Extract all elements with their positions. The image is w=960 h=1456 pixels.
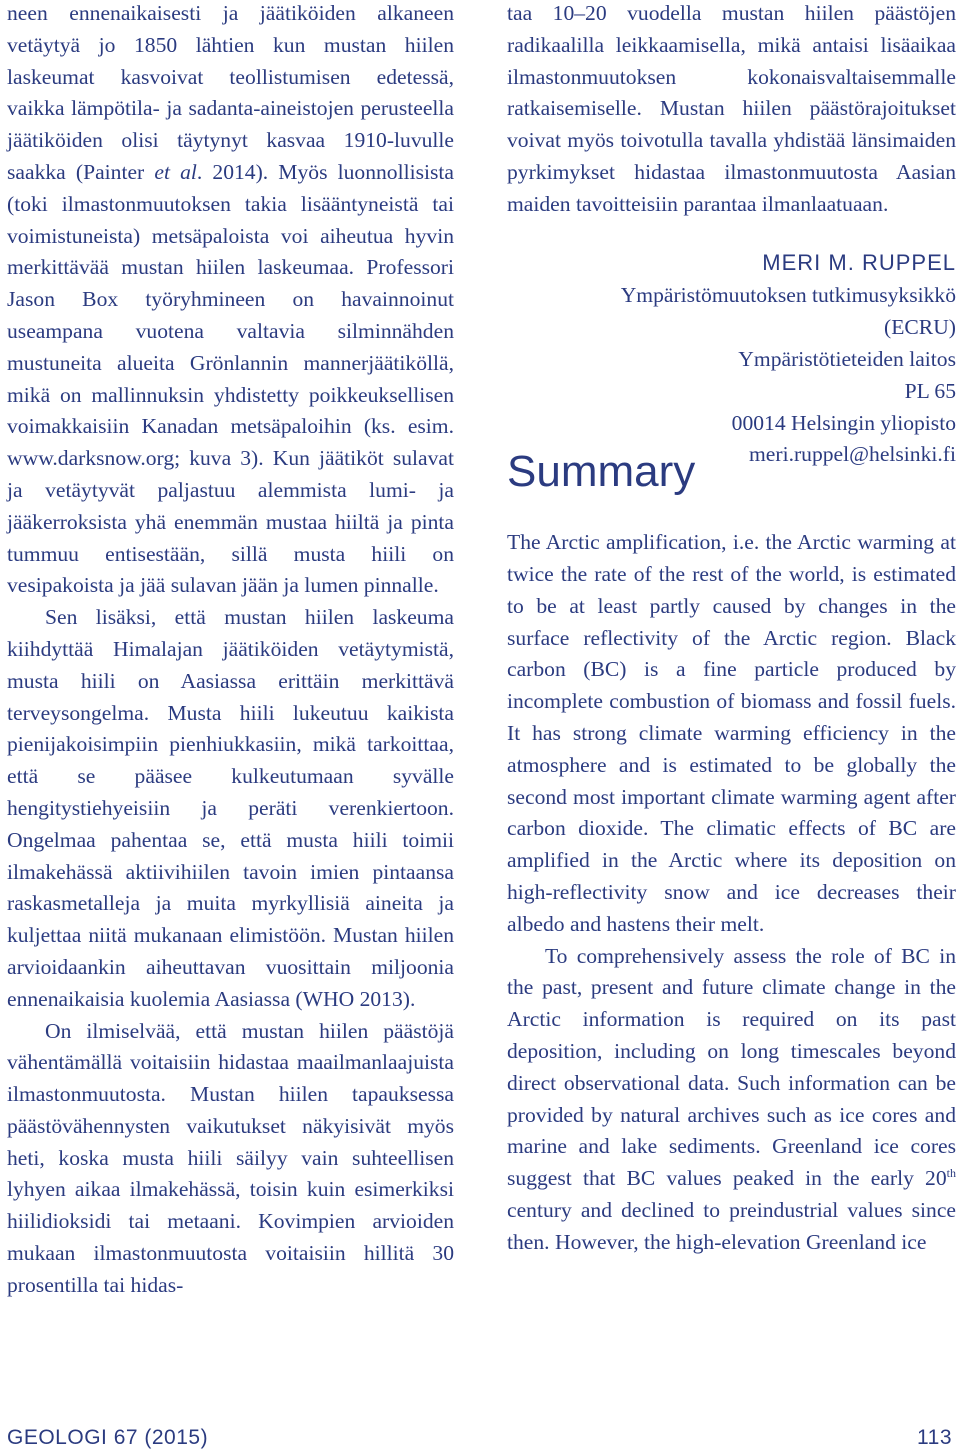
summary-paragraph: The Arctic amplification, i.e. the Arctic warming at twice the rate of the rest of the world, is estimated to be at least partly caused by changes in the surface reflectivity of the Arctic region. Black carbon (BC) is a fine particle produced by incomplete combustion of biomass and fossil fuels. It has strong climate warming efficiency in the atmosphere and is estimated to be globally the second most important climate warming agent after carbon dioxide. The climatic effects of BC are amplified in the Arctic where its deposition on high-reflectivity snow and ice decreases their albedo and hastens their melt. (507, 530, 956, 936)
paragraph: On ilmiselvää, että mustan hiilen päästöjä vähentämällä voitaisiin hidastaa maailmanlaajuista ilmastonmuutosta. Mustan hiilen tapauksessa päästövähennysten vaikutukset näkyisivät myös heti, koska musta hiili säilyy vain suhteellisen lyhyen aikaa ilmakehässä, toisin kuin esimerkiksi hiilidioksidi tai metaani. Kovimpien arvioiden mukaan ilmastonmuutosta voitaisiin hillitä 30 prosentilla tai hidas- (7, 1018, 454, 1297)
summary-paragraph (507, 941, 956, 1259)
author-name: MERI M. RUPPEL (762, 249, 956, 275)
author-address: 00014 Helsingin yliopisto (731, 410, 956, 435)
text-span: . 2014). Myös luonnollisista (toki ilmastonmuutoksen takia lisääntyneistä tai voimistuneista) metsäpaloista voi aiheutua hyvin merkittävää mustan hiilen laskeumaa. Professori Jason Box työryhmineen on havainnoinut useampana vuotena valtavia silminnähden mustuneita alueita Grönlannin mannerjäätiköllä, mikä on mallinnuksin yhdistetty poikkeuksellisen voimakkaisiin Kanadan metsäpaloihin (ks. esim. www.darksnow.org; kuva 3). Kun jäätiköt sulavat ja vetäytyvät paljastuu alemmista lumi- ja jääkerroksista yhä enemmän mustaa hiiltä ja pinta tummuu entisestään, sillä musta hiili on vesipakoista ja jää sulavan jään ja lumen pinnalle. (7, 159, 454, 598)
left-column (7, 0, 454, 1302)
author-po-box: PL 65 (904, 378, 956, 403)
superscript: th (946, 1165, 956, 1180)
summary-heading: Summary (507, 447, 696, 497)
et-al-italic: et al (154, 159, 197, 184)
author-email: meri.ruppel@helsinki.fi (749, 442, 956, 467)
footer-journal: GEOLOGI 67 (2015) (7, 1426, 209, 1449)
author-unit-line2: (ECRU) (884, 315, 956, 340)
text-span: neen ennenaikaisesti ja jäätiköiden alkaneen vetäytyä jo 1850 lähtien kun mustan hiilen laskeumat kasvoivat teollistumisen edetessä, vaikka lämpötila- ja sadanta-aineistojen perusteella jäätiköiden olisi täytynyt kasvaa 1910-luvulle saakka (Painter (7, 1, 454, 184)
right-column (507, 0, 956, 1258)
author-unit-line1: Ympäristömuutoksen tutkimusyksikkö (620, 283, 956, 308)
author-department: Ympäristötieteiden laitos (738, 346, 956, 371)
text-span: century and declined to preindustrial values since then. However, the high-elevation Greenland ice (507, 1197, 956, 1254)
author-block (507, 247, 956, 472)
paragraph: Sen lisäksi, että mustan hiilen laskeuma kiihdyttää Himalajan jäätiköiden vetäytymistä, musta hiili on Aasiassa erittäin merkittävä terveysongelma. Musta hiili lukeutuu kaikista pienijakoisimpiin pienhiukkasiin, mikä tarkoittaa, että se pääsee kulkeutumaan syvälle hengitystiehyeisiin ja peräti verenkiertoon. Ongelmaa pahentaa se, että musta hiili toimii ilmakehässä aktiivihiilen tavoin imien pintaansa raskasmetalleja ja muita myrkyllisiä aineita ja kuljettaa niitä mukanaan elimistöön. Mustan hiilen arvioidaankin aiheuttavan vuosittain miljoonia ennenaikaisia kuolemia Aasiassa (WHO 2013). (7, 605, 454, 1011)
paragraph-continued: taa 10–20 vuodella mustan hiilen päästöjen radikaalilla leikkaamisella, mikä antaisi lisäaikaa ilmastonmuutoksen kokonaisvaltaisemmalle ratkaisemiselle. Mustan hiilen päästörajoitukset voivat myös toivotulla tavalla yhdistää länsimaiden pyrkimykset hidastaa ilmastonmuutosta Aasian maiden tavoitteisiin parantaa ilmanlaatuaan. (507, 1, 956, 216)
text-span: To comprehensively assess the role of BC in the past, present and future climate change in the Arctic information is required on its past deposition, including on long timescales beyond direct observational data. Such information can be provided by natural archives such as ice cores and marine and lake sediments. Greenland ice cores suggest that BC values peaked in the early 20 (507, 943, 956, 1191)
paragraph-continued (7, 0, 454, 602)
footer-page-number: 113 (917, 1426, 952, 1449)
